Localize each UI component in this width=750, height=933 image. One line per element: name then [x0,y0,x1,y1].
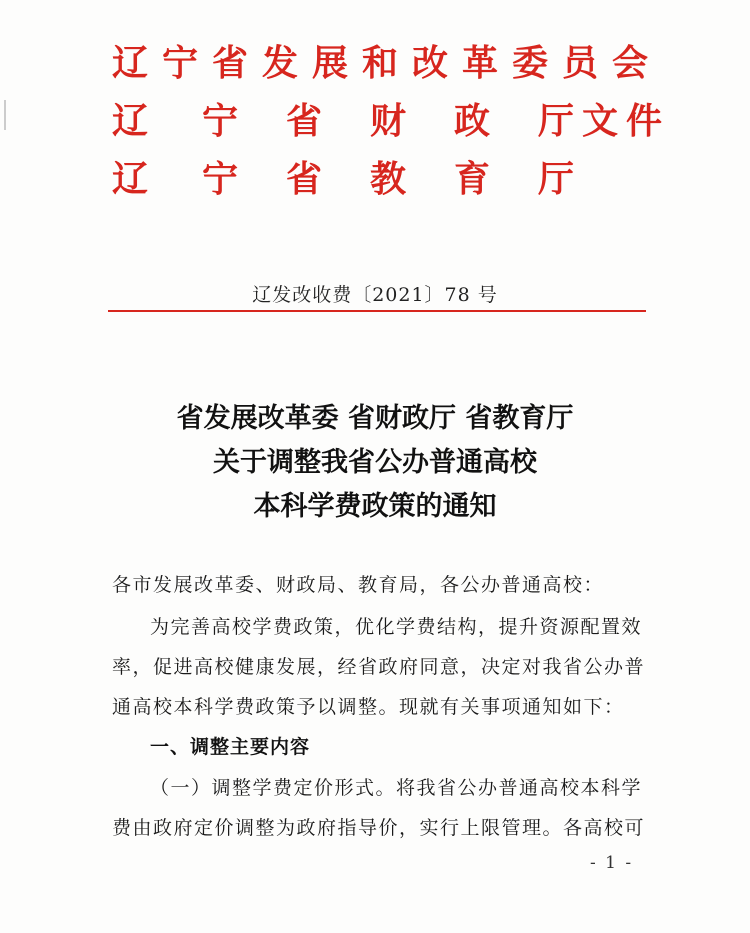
issuer-char: 件 [626,101,663,142]
issuer-line-finance [112,100,672,144]
issuer-char: 辽 [112,43,150,84]
title-line-1: 省发展改革委 省财政厅 省教育厅 [176,403,574,434]
section-heading-1: 一、调整主要内容 [150,736,311,758]
paragraph-2-line-1: （一）调整学费定价形式。将我省公办普通高校本科学 [150,777,643,799]
issuer-char: 展 [312,43,350,84]
paragraph-2-line-2: 费由政府定价调整为政府指导价，实行上限管理。各高校可 [112,817,646,839]
issuer-line-ndrc [112,42,672,86]
title-line-3: 本科学费政策的通知 [253,491,497,522]
issuer-char: 员 [562,43,600,84]
issuer-char: 省 [286,101,323,142]
paragraph-1-line-3: 通高校本科学费政策予以调整。现就有关事项通知如下： [112,696,625,718]
issuer-line-education [112,158,672,202]
issuer-char: 文 [582,101,619,142]
issuer-char: 厅 [538,101,575,142]
document-number: 辽发改收费〔2021〕78 号 [252,284,498,306]
issuer-char: 育 [454,159,491,200]
issuer-char: 辽 [112,101,149,142]
red-divider-line [108,310,646,312]
issuer-char: 省 [286,159,323,200]
title-line-2: 关于调整我省公办普通高校 [213,447,537,478]
issuer-char: 政 [454,101,491,142]
addressee-line: 各市发展改革委、财政局、教育局，各公办普通高校： [112,574,605,596]
issuer-char: 宁 [162,43,200,84]
paragraph-1-line-1: 为完善高校学费政策，优化学费结构，提升资源配置效 [150,616,643,638]
issuer-char: 革 [462,43,500,84]
issuer-char: 宁 [202,101,239,142]
issuer-char: 会 [612,43,650,84]
issuer-char: 改 [412,43,450,84]
scan-edge-mark [4,100,6,130]
issuer-char: 宁 [202,159,239,200]
issuer-char: 教 [370,159,407,200]
issuer-char: 发 [262,43,300,84]
page-number: - 1 - [590,853,634,873]
issuer-char: 委 [512,43,550,84]
issuer-char: 辽 [112,159,149,200]
paragraph-1-line-2: 率，促进高校健康发展，经省政府同意，决定对我省公办普 [112,656,646,678]
issuer-char: 财 [370,101,407,142]
issuer-char: 和 [362,43,400,84]
issuer-char: 厅 [538,159,575,200]
issuer-char: 省 [212,43,250,84]
